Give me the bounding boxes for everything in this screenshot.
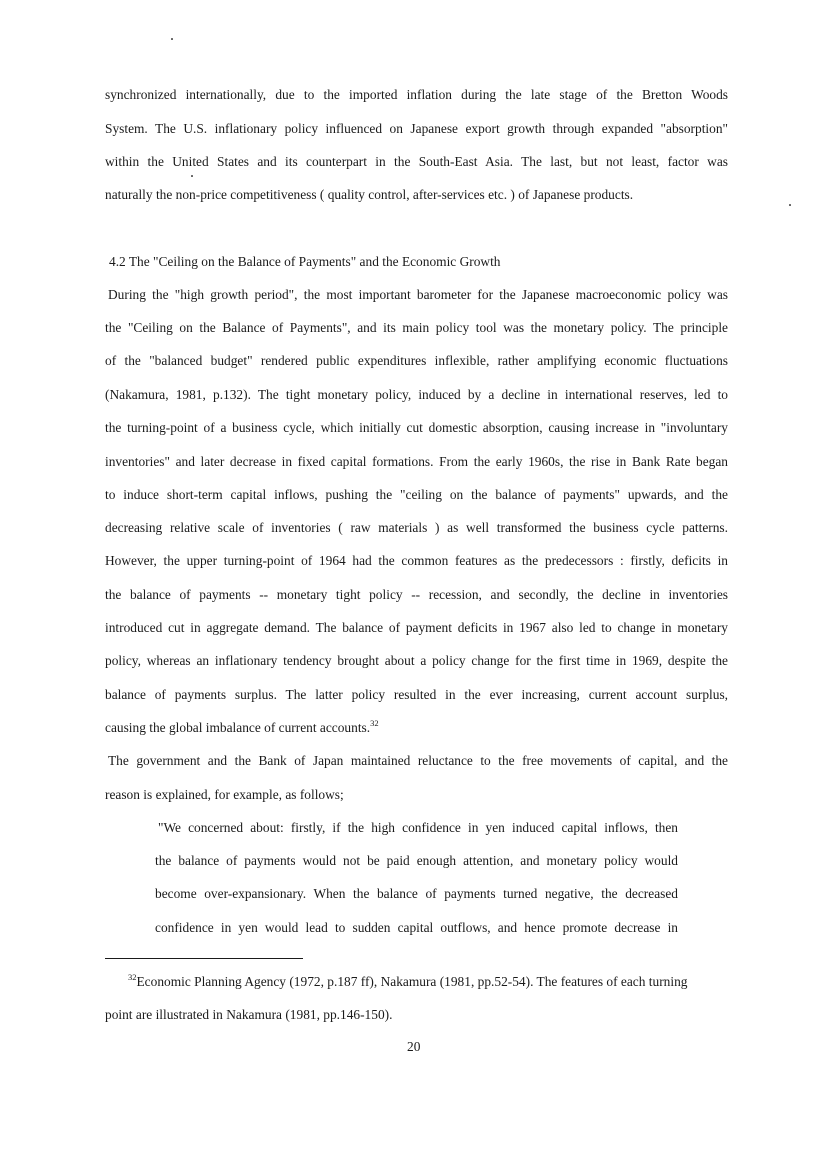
scan-speck (191, 175, 193, 177)
quote-line: become over-expansionary. When the balance of payments turned negative, the decreased (155, 886, 678, 901)
text-line: the "Ceiling on the Balance of Payments", and its main policy tool was the monetary policy. The principle (105, 320, 728, 335)
text-span: causing the global imbalance of current accounts. (105, 720, 371, 735)
text-line: decreasing relative scale of inventories ( raw materials ) as well transformed the business cycle patterns. (105, 520, 728, 535)
scan-speck (789, 204, 791, 206)
scan-speck (171, 38, 173, 40)
footnote-line (128, 973, 728, 990)
text-line: System. The U.S. inflationary policy influenced on Japanese export growth through expanded "absorption" (105, 121, 728, 136)
text-line: the turning-point of a business cycle, which initially cut domestic absorption, causing increase in "involuntary (105, 420, 728, 435)
text-line: However, the upper turning-point of 1964 had the common features as the predecessors : firstly, deficits in (105, 553, 728, 568)
footnote-number: 32 (128, 972, 137, 982)
text-line: balance of payments surplus. The latter policy resulted in the ever increasing, current account surplus, (105, 687, 728, 702)
footnote-text: Economic Planning Agency (1972, p.187 ff), Nakamura (1981, pp.52-54). The features of each turning (136, 974, 688, 989)
footnote-ref[interactable]: 32 (370, 718, 379, 728)
footnote-line: point are illustrated in Nakamura (1981, pp.146-150). (105, 1007, 393, 1022)
text-line: reason is explained, for example, as follows; (105, 787, 344, 802)
text-line: The government and the Bank of Japan maintained reluctance to the free movements of capital, and the (108, 753, 728, 768)
text-line: synchronized internationally, due to the imported inflation during the late stage of the Bretton Woods (105, 87, 728, 102)
text-line: introduced cut in aggregate demand. The balance of payment deficits in 1967 also led to change in monetary (105, 620, 728, 635)
text-line: the balance of payments -- monetary tight policy -- recession, and secondly, the decline in inventories (105, 587, 728, 602)
text-line (105, 719, 728, 736)
text-line: within the United States and its counterpart in the South-East Asia. The last, but not least, factor was (105, 154, 728, 169)
text-line: During the "high growth period", the most important barometer for the Japanese macroeconomic policy was (108, 287, 728, 302)
footnote-divider (105, 958, 303, 959)
text-line: policy, whereas an inflationary tendency brought about a policy change for the first time in 1969, despite the (105, 653, 728, 668)
text-line: of the "balanced budget" rendered public expenditures inflexible, rather amplifying economic fluctuations (105, 353, 728, 368)
text-line: naturally the non-price competitiveness ( quality control, after-services etc. ) of Japanese products. (105, 187, 634, 202)
quote-line: confidence in yen would lead to sudden capital outflows, and hence promote decrease in (155, 920, 678, 935)
text-line: (Nakamura, 1981, p.132). The tight monetary policy, induced by a decline in international reserves, led to (105, 387, 728, 402)
page-number: 20 (407, 1039, 421, 1054)
text-line: inventories" and later decrease in fixed capital formations. From the early 1960s, the rise in Bank Rate began (105, 454, 728, 469)
quote-line: "We concerned about: firstly, if the high confidence in yen induced capital inflows, then (158, 820, 678, 835)
quote-line: the balance of payments would not be paid enough attention, and monetary policy would (155, 853, 678, 868)
text-line: to induce short-term capital inflows, pushing the "ceiling on the balance of payments" upwards, and the (105, 487, 728, 502)
section-heading: 4.2 The "Ceiling on the Balance of Payments" and the Economic Growth (109, 254, 501, 269)
